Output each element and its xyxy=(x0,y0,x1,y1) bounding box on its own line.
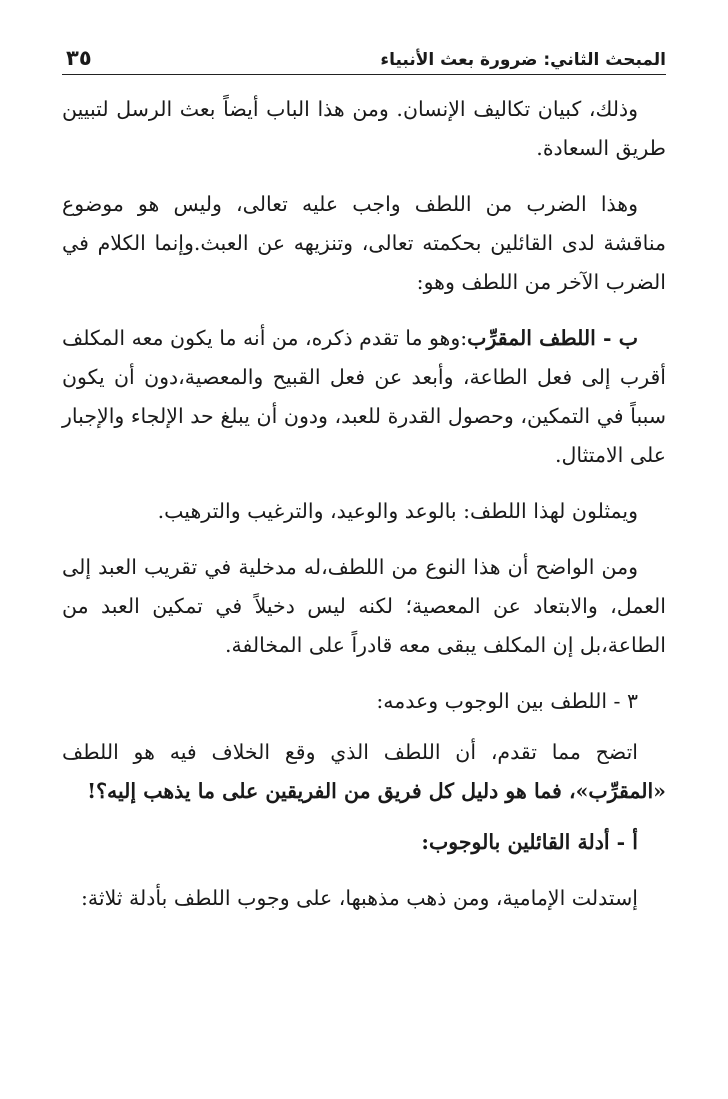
paragraph-1: وذلك، كبيان تكاليف الإنسان. ومن هذا الباب أيضاً بعث الرسل لتبيين طريق السعادة. xyxy=(62,97,666,160)
paragraph-3-prefix: ب - xyxy=(595,326,638,350)
page-body xyxy=(62,90,666,935)
paragraph-5: ومن الواضح أن هذا النوع من اللطف،له مدخلية في تقريب العبد إلى العمل، والابتعاد عن المعصية؛ لكنه ليس دخيلاً في تمكين العبد من الطاعة،بل إن المكلف يبقى معه قادراً على المخالفة. xyxy=(62,555,666,657)
paragraph-7 xyxy=(62,733,666,811)
section-heading-3: ٣ - اللطف بين الوجوب وعدمه: xyxy=(376,689,638,713)
paragraph-3-text: :وهو ما تقدم ذكره، من أنه ما يكون معه المكلف أقرب إلى فعل الطاعة، وأبعد عن فعل القبيح والمعصية،دون أن يكون سبباً في التمكين، وحصول القدرة للعبد، ودون أن يبلغ حد الإلجاء والإجبار على الامتثال. xyxy=(62,326,666,467)
page-number: ٣٥ xyxy=(66,46,92,70)
paragraph-8: إستدلت الإمامية، ومن ذهب مذهبها، على وجوب اللطف بأدلة ثلاثة: xyxy=(80,886,638,910)
paragraph-2: وهذا الضرب من اللطف واجب عليه تعالى، وليس هو موضوع مناقشة لدى القائلين بحكمته تعالى، وتنزيهه عن العبث.وإنما الكلام في الضرب الآخر من اللطف وهو: xyxy=(62,192,666,294)
chapter-title: المبحث الثاني: ضرورة بعث الأنبياء xyxy=(380,50,666,70)
subheading-a: أ - أدلة القائلين بالوجوب: xyxy=(421,830,638,854)
paragraph-3 xyxy=(62,319,666,475)
paragraph-7-text: اتضح مما تقدم، أن اللطف الذي وقع الخلاف فيه هو اللطف xyxy=(62,740,638,764)
running-header xyxy=(62,36,666,75)
paragraph-4: ويمثلون لهذا اللطف: بالوعد والوعيد، والترغيب والترهيب. xyxy=(157,499,638,523)
term-lutf-muqarrib: اللطف المقرِّب xyxy=(467,326,596,350)
paragraph-7-quote: «المقرِّب»، فما هو دليل كل فريق من الفريقين على ما يذهب إليه؟! xyxy=(87,779,666,803)
